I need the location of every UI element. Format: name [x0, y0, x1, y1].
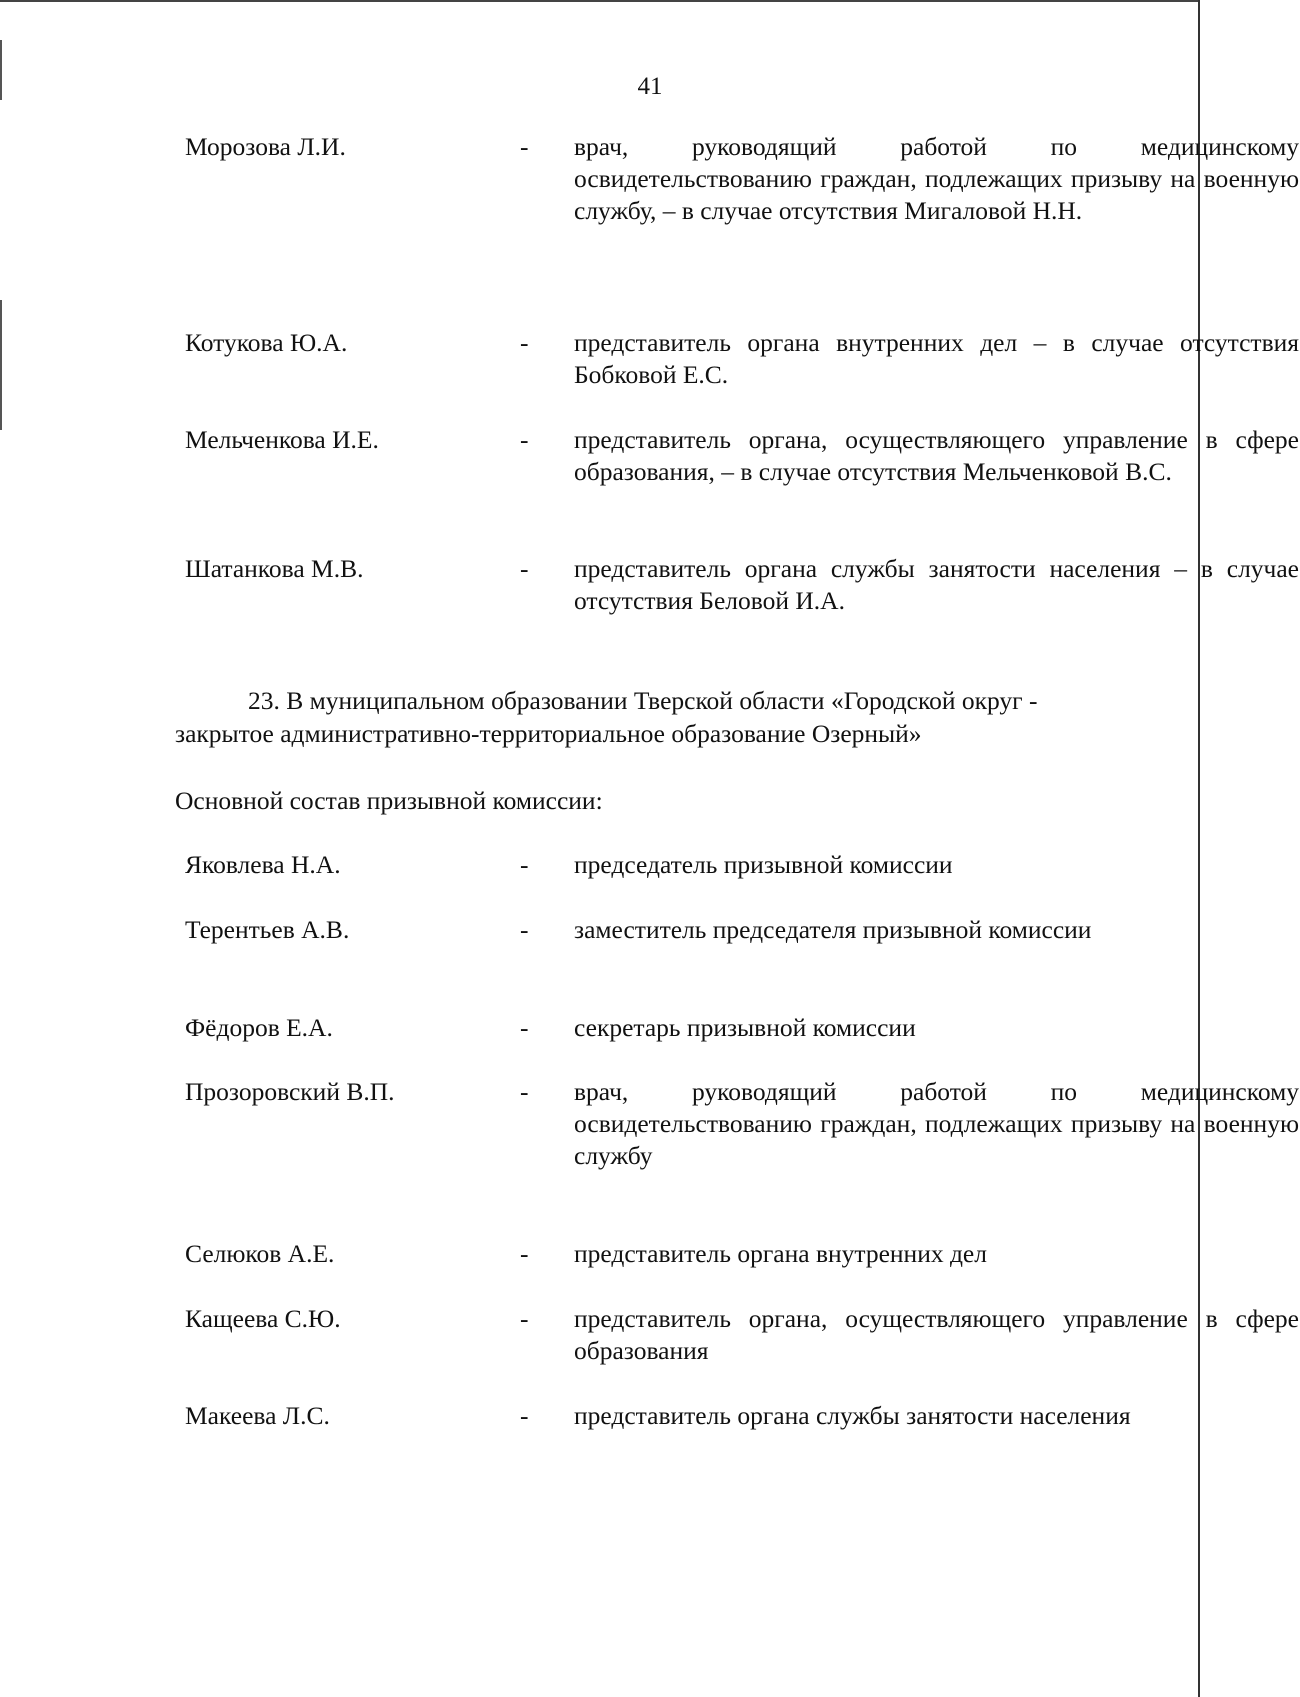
- entry-dash: -: [520, 1077, 529, 1106]
- member-name: Фёдоров Е.А.: [185, 1013, 333, 1042]
- entry-dash: -: [520, 850, 529, 879]
- scan-edge-left: [0, 300, 2, 430]
- entry-dash: -: [520, 915, 529, 944]
- member-name: Кащеева С.Ю.: [185, 1304, 341, 1333]
- member-role: представитель органа службы занятости населения: [574, 1401, 1131, 1430]
- entry-dash: -: [520, 132, 529, 161]
- member-name: Котукова Ю.А.: [185, 328, 348, 357]
- member-name: Морозова Л.И.: [185, 132, 346, 161]
- member-role: заместитель председателя призывной комиссии: [574, 915, 1092, 944]
- page-number: 41: [637, 73, 663, 100]
- member-role: представитель органа, осуществляющего управление в сфере образования: [574, 1304, 1299, 1365]
- member-name: Мельченкова И.Е.: [185, 425, 379, 454]
- member-role: представитель органа службы занятости населения – в случае отсутствия Беловой И.А.: [574, 554, 1299, 615]
- member-name: Шатанкова М.В.: [185, 554, 364, 583]
- member-name: Селюков А.Е.: [185, 1239, 335, 1268]
- member-role: председатель призывной комиссии: [574, 850, 953, 879]
- entry-dash: -: [520, 1239, 529, 1268]
- scan-edge-top: [0, 0, 1200, 2]
- entry-dash: -: [520, 1401, 529, 1430]
- member-role: представитель органа внутренних дел: [574, 1239, 987, 1268]
- entry-dash: -: [520, 425, 529, 454]
- member-name: Яковлева Н.А.: [185, 850, 341, 879]
- member-role: представитель органа внутренних дел – в случае отсутствия Бобковой Е.С.: [574, 328, 1299, 389]
- member-role: представитель органа, осуществляющего управление в сфере образования, – в случае отсутствия Мельченковой В.С.: [574, 425, 1299, 486]
- entry-dash: -: [520, 1304, 529, 1333]
- member-name: Макеева Л.С.: [185, 1401, 330, 1430]
- member-role: врач, руководящий работой по медицинскому освидетельствованию граждан, подлежащих призыву на военную службу: [574, 1077, 1299, 1170]
- member-role: врач, руководящий работой по медицинскому освидетельствованию граждан, подлежащих призыву на военную службу, – в случае отсутствия Мигаловой Н.Н.: [574, 132, 1299, 225]
- member-role: секретарь призывной комиссии: [574, 1013, 916, 1042]
- subheading: Основной состав призывной комиссии:: [175, 786, 603, 815]
- member-name: Прозоровский В.П.: [185, 1077, 395, 1106]
- entry-dash: -: [520, 328, 529, 357]
- entry-dash: -: [520, 1013, 529, 1042]
- section-paragraph: 23. В муниципальном образовании Тверской области «Городской округ - закрытое административно-территориальное образование Озерный»: [175, 686, 1038, 748]
- entry-dash: -: [520, 554, 529, 583]
- member-name: Терентьев А.В.: [185, 915, 350, 944]
